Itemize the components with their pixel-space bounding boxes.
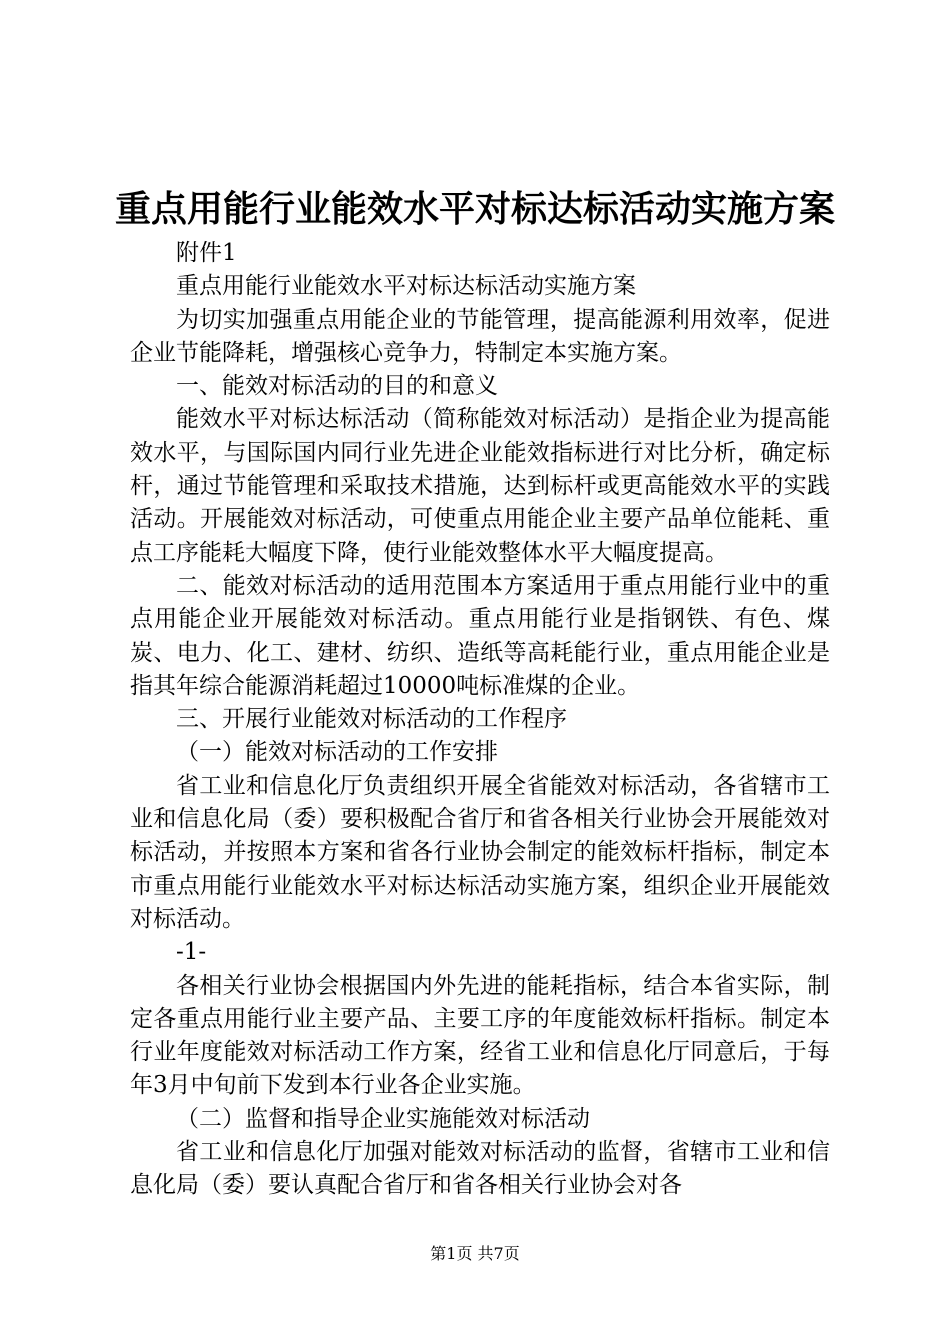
paragraph-scope: 二、能效对标活动的适用范围本方案适用于重点用能行业中的重点用能企业开展能效对标活动。重点用能行业是指钢铁、有色、煤炭、电力、化工、建材、纺织、造纸等高耗能行业，重点用能企业是指其年综合能源消耗超过10000吨标准煤的企业。 — [130, 572, 830, 699]
inline-page-marker: -1- — [176, 939, 207, 966]
paragraph-intro: 为切实加强重点用能企业的节能管理，提高能源利用效率，促进企业节能降耗，增强核心竞争力，特制定本实施方案。 — [130, 306, 830, 366]
page-footer: 第1页 共7页 — [430, 1244, 520, 1263]
paragraph-purpose: 能效水平对标达标活动（简称能效对标活动）是指企业为提高能效水平，与国际国内同行业先进企业能效指标进行对比分析，确定标杆，通过节能管理和采取技术措施，达到标杆或更高能效水平的实践活动。开展能效对标活动，可使重点用能企业主要产品单位能耗、重点工序能耗大幅度下降，使行业能效整体水平大幅度提高。 — [130, 406, 830, 566]
document-title: 重点用能行业能效水平对标达标活动实施方案 — [114, 189, 835, 230]
paragraph-arrangement: 省工业和信息化厅负责组织开展全省能效对标活动，各省辖市工业和信息化局（委）要积极配合省厅和省各相关行业协会开展能效对标活动，并按照本方案和省各行业协会制定的能效标杆指标，制定本市重点用能行业能效水平对标达标活动实施方案，组织企业开展能效对标活动。 — [130, 772, 830, 932]
subtitle: 重点用能行业能效水平对标达标活动实施方案 — [176, 273, 636, 300]
document-body — [130, 237, 830, 1203]
subsection-heading-1: （一）能效对标活动的工作安排 — [176, 739, 498, 766]
paragraph-associations: 各相关行业协会根据国内外先进的能耗指标，结合本省实际，制定各重点用能行业主要产品、主要工序的年度能效标杆指标。制定本行业年度能效对标活动工作方案，经省工业和信息化厅同意后，于每年3月中旬前下发到本行业各企业实施。 — [130, 972, 830, 1099]
paragraph-supervision: 省工业和信息化厅加强对能效对标活动的监督，省辖市工业和信息化局（委）要认真配合省厅和省各相关行业协会对各 — [130, 1139, 830, 1199]
section-heading-3: 三、开展行业能效对标活动的工作程序 — [176, 706, 567, 733]
section-heading-1: 一、能效对标活动的目的和意义 — [176, 373, 498, 400]
subsection-heading-2: （二）监督和指导企业实施能效对标活动 — [176, 1105, 590, 1132]
attachment-label: 附件1 — [176, 240, 237, 266]
